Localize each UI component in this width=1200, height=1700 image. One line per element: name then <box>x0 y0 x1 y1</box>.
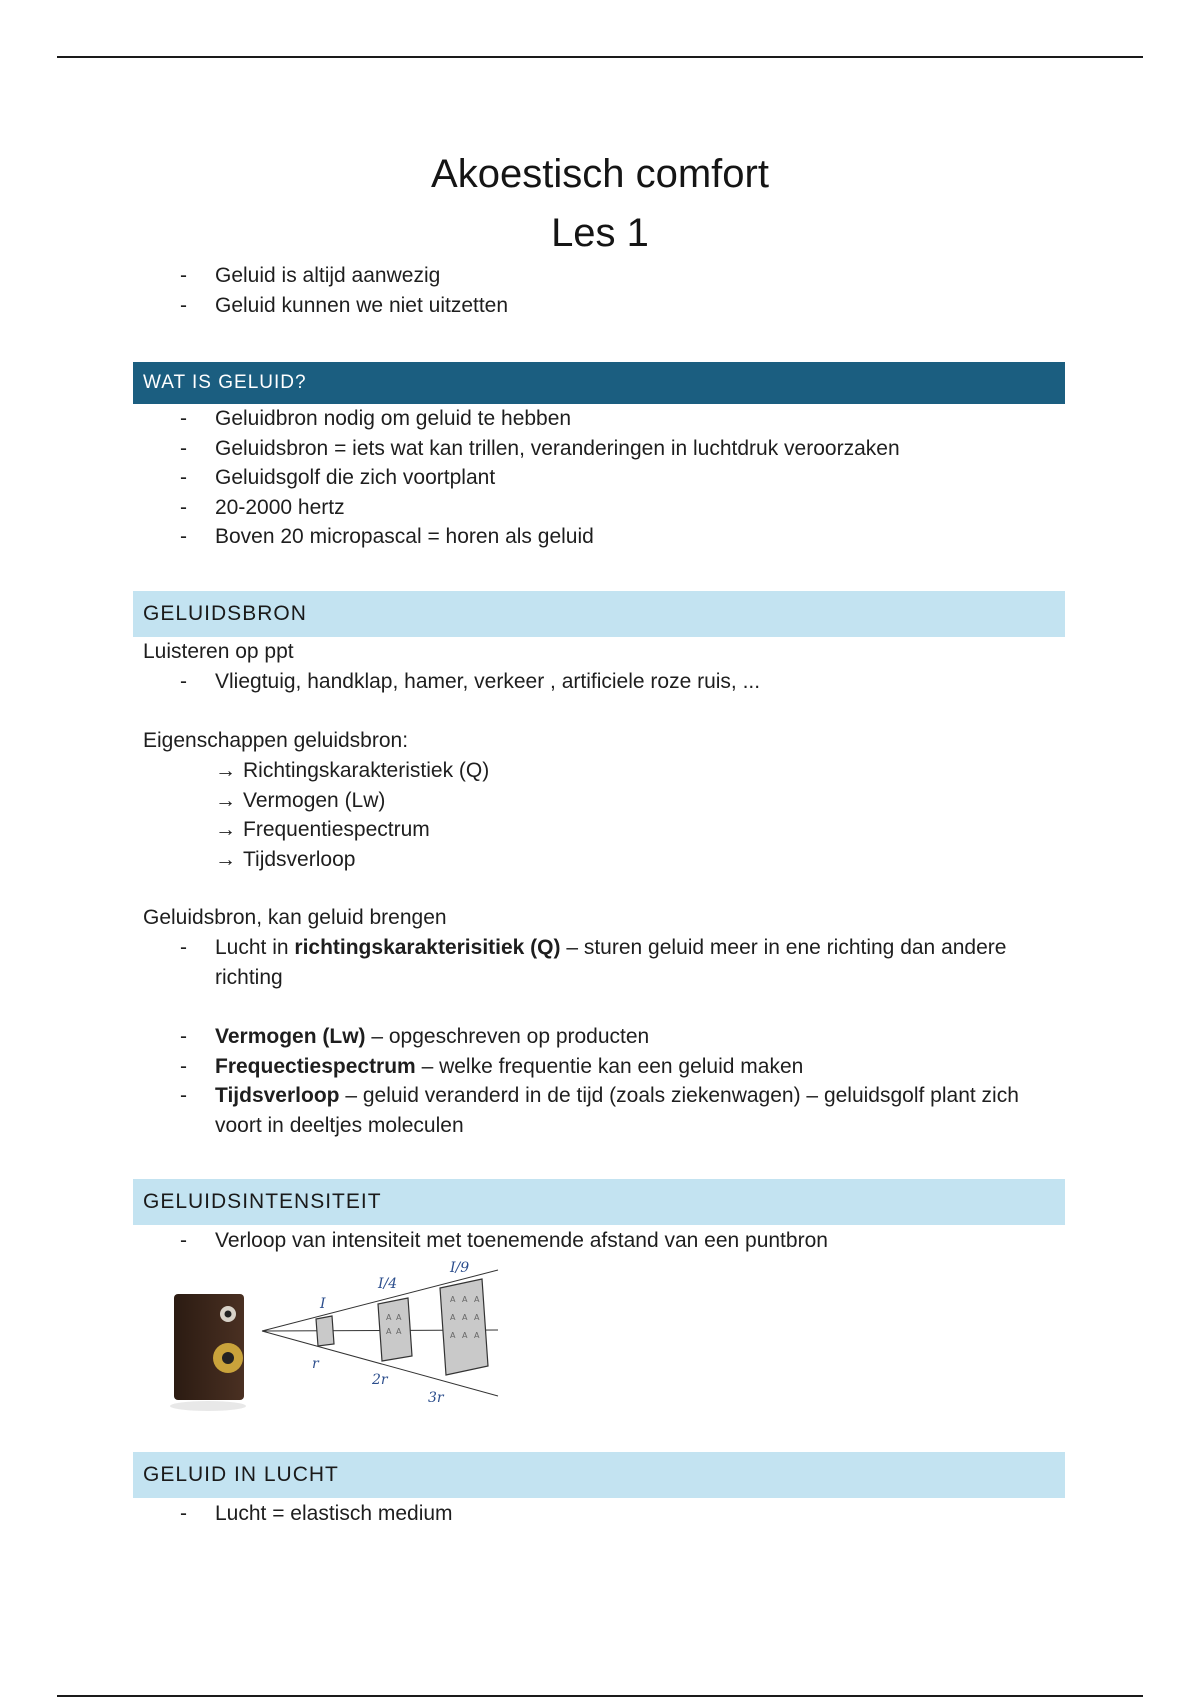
list-item: - Tijdsverloop – geluid veranderd in de tijd (zoals ziekenwagen) – geluidsgolf plant zich voort in deeltjes moleculen <box>0 1081 1055 1140</box>
list-item: - Geluid kunnen we niet uitzetten <box>0 291 508 321</box>
svg-text:A: A <box>386 1327 392 1336</box>
list-item: - Vermogen (Lw) – opgeschreven op producten <box>0 1022 1055 1052</box>
svg-text:A: A <box>462 1331 468 1340</box>
list-item: - Geluidbron nodig om geluid te hebben <box>0 404 900 434</box>
svg-text:A: A <box>386 1313 392 1322</box>
list-item: - Verloop van intensiteit met toenemende afstand van een puntbron <box>0 1226 828 1256</box>
intensity-label: I <box>320 1296 326 1312</box>
arrow-right-icon: → <box>215 788 236 812</box>
arrow-right-icon: → <box>215 847 236 871</box>
page-subtitle: Les 1 <box>551 211 649 255</box>
list-item: - Geluidsgolf die zich voortplant <box>0 463 900 493</box>
intensity-label: I/4 <box>378 1276 398 1292</box>
svg-text:A: A <box>462 1313 468 1322</box>
area-patch-3r <box>440 1279 488 1375</box>
top-rule <box>57 56 1143 58</box>
svg-text:A: A <box>396 1313 402 1322</box>
list-item: - Lucht in richtingskarakterisitiek (Q) – sturen geluid meer in ene richting dan andere richting <box>0 933 1055 992</box>
properties-list <box>215 756 489 874</box>
svg-text:A: A <box>474 1313 480 1322</box>
listen-intro: Luisteren op ppt <box>143 640 294 663</box>
bottom-rule <box>57 1695 1143 1697</box>
properties-intro: Eigenschappen geluidsbron: <box>143 729 409 752</box>
svg-text:A: A <box>396 1327 402 1336</box>
list-item: → Frequentiespectrum <box>215 815 489 845</box>
list-item: - 20-2000 hertz <box>0 493 900 523</box>
intensity-diagram <box>168 1258 540 1414</box>
section-heading-geluidsbron: GELUIDSBRON <box>133 591 1065 637</box>
geluidsintensiteit-list <box>0 1226 828 1256</box>
geluid-in-lucht-list <box>0 1499 453 1529</box>
svg-text:A: A <box>450 1295 456 1304</box>
list-item: → Richtingskarakteristiek (Q) <box>215 756 489 786</box>
distance-label: r <box>312 1356 319 1372</box>
list-item: - Vliegtuig, handklap, hamer, verkeer , artificiele roze ruis, ... <box>0 667 760 697</box>
list-item: - Boven 20 micropascal = horen als geluid <box>0 522 900 552</box>
svg-text:A: A <box>450 1331 456 1340</box>
section-heading-geluidsintensiteit: GELUIDSINTENSITEIT <box>133 1179 1065 1225</box>
list-item: - Lucht = elastisch medium <box>0 1499 453 1529</box>
list-item: - Geluid is altijd aanwezig <box>0 261 508 291</box>
svg-text:A: A <box>474 1331 480 1340</box>
section-heading-geluid-in-lucht: GELUID IN LUCHT <box>133 1452 1065 1498</box>
transmit-intro: Geluidsbron, kan geluid brengen <box>143 906 447 929</box>
list-item: → Vermogen (Lw) <box>215 786 489 816</box>
area-patch-r <box>316 1316 334 1346</box>
arrow-right-icon: → <box>215 759 236 782</box>
svg-text:A: A <box>474 1295 480 1304</box>
section-heading-wat-is-geluid: WAT IS GELUID? <box>133 362 1065 404</box>
list-item: - Frequectiespectrum – welke frequentie kan een geluid maken <box>0 1052 1055 1082</box>
arrow-right-icon: → <box>215 818 236 841</box>
list-item: - Geluidsbron = iets wat kan trillen, veranderingen in luchtdruk veroorzaken <box>0 434 900 464</box>
svg-text:A: A <box>450 1313 456 1322</box>
speaker-icon <box>170 1294 246 1411</box>
intensity-label: I/9 <box>450 1260 470 1276</box>
listen-list <box>0 667 760 697</box>
details-list <box>0 933 1055 1140</box>
list-item: → Tijdsverloop <box>215 845 489 875</box>
distance-label: 3r <box>428 1390 444 1406</box>
page-title: Akoestisch comfort <box>431 152 769 196</box>
wat-is-geluid-list <box>0 404 900 552</box>
intro-list <box>0 261 508 320</box>
area-patch-2r <box>378 1298 412 1361</box>
svg-text:A: A <box>462 1295 468 1304</box>
distance-label: 2r <box>372 1372 388 1388</box>
